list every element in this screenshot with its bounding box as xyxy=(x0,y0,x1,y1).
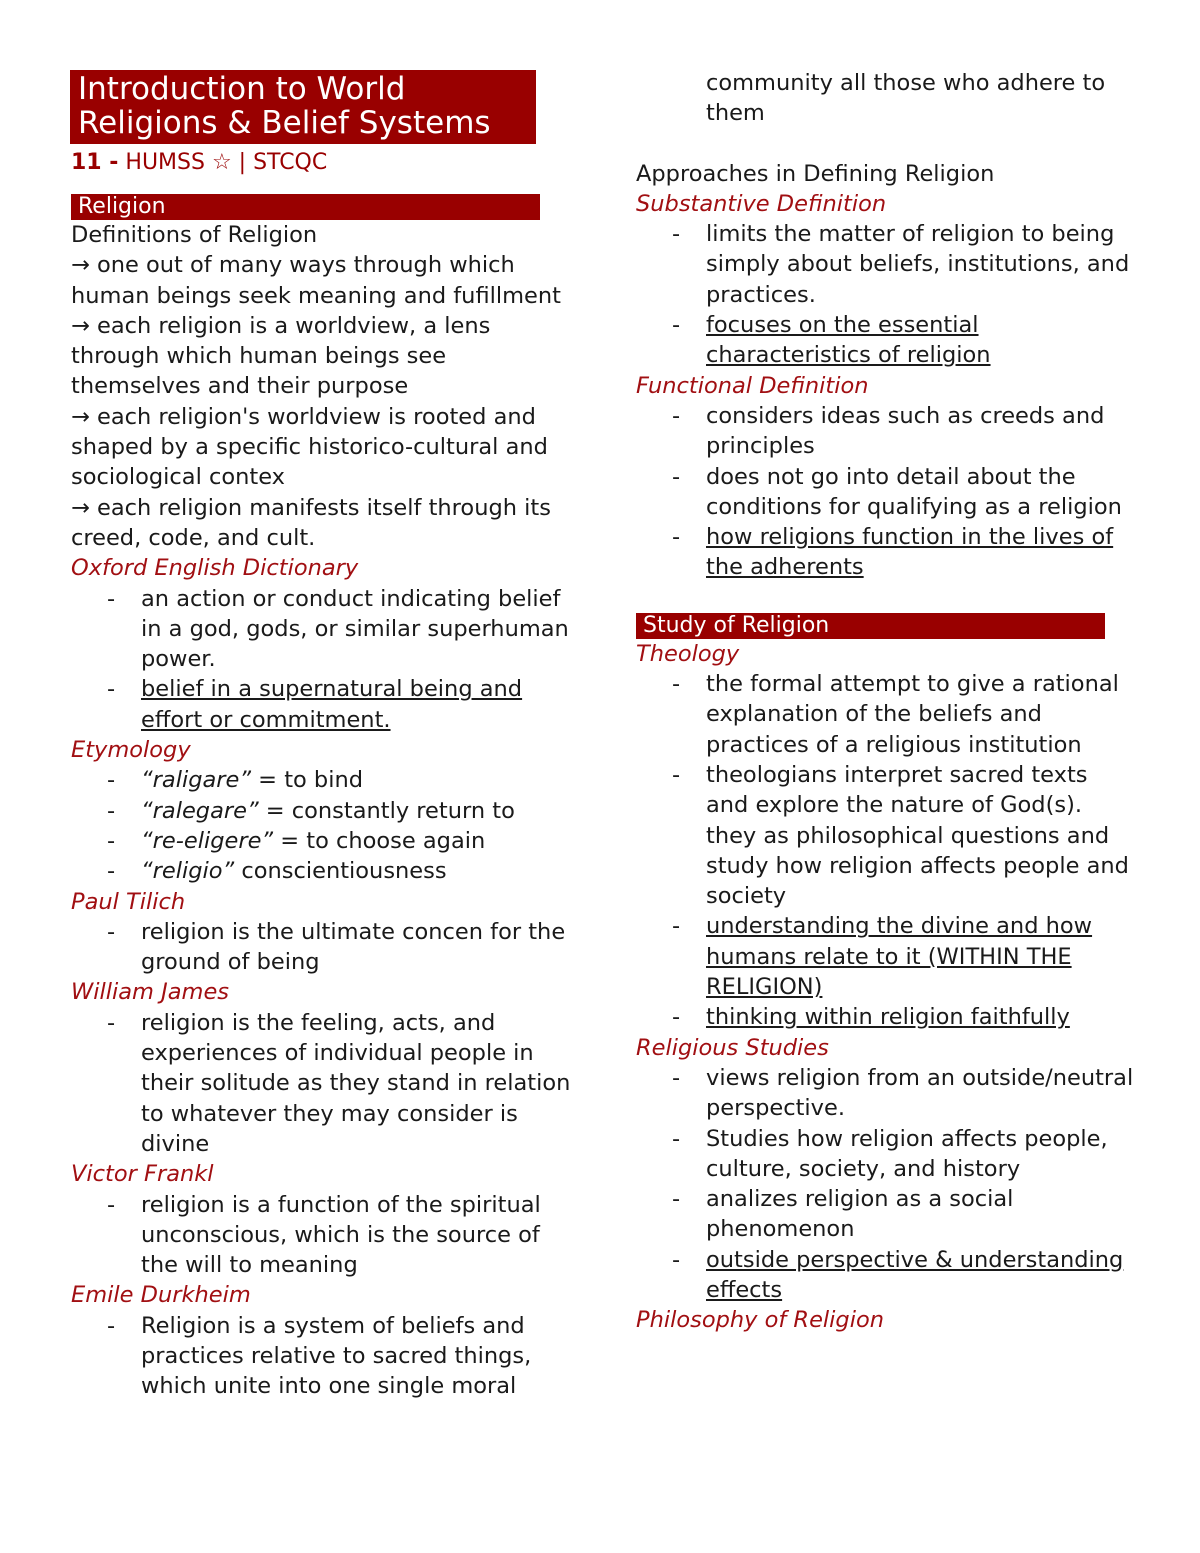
religious-studies-heading: Religious Studies xyxy=(636,1034,829,1061)
list-item: - belief in a supernatural being and effort or commitment. xyxy=(141,674,571,735)
functional-list xyxy=(636,401,1136,583)
definition-item: → each religion manifests itself through its creed, code, and cult. xyxy=(71,494,551,551)
list-item: - limits the matter of religion to being simply about beliefs, institutions, and practices. xyxy=(706,219,1136,310)
etymology-meaning: = constantly return to xyxy=(258,797,515,824)
list-item: - the formal attempt to give a rational explanation of the beliefs and practices of a religious institution xyxy=(706,669,1136,760)
list-item: - religion is a function of the spiritual unconscious, which is the source of the will to meaning xyxy=(141,1190,571,1281)
substantive-list xyxy=(636,219,1136,370)
section-religion-bar: Religion xyxy=(71,194,540,220)
etymology-word: “re-eligere” xyxy=(141,827,274,854)
etymology-word: “ralegare” xyxy=(141,797,259,824)
definitions-heading: Definitions of Religion xyxy=(71,222,318,248)
list-item: - analizes religion as a social phenomenon xyxy=(706,1184,1136,1245)
list-item: - Religion is a system of beliefs and practices relative to sacred things, which unite into one single moral xyxy=(141,1311,571,1402)
list-item: - an action or conduct indicating belief in a god, gods, or similar superhuman power. xyxy=(141,584,571,675)
list-item: - views religion from an outside/neutral perspective. xyxy=(706,1063,1136,1124)
list-item xyxy=(141,856,571,886)
james-heading: William James xyxy=(71,979,230,1006)
list-item: - thinking within religion faithfully xyxy=(706,1002,1136,1032)
etymology-meaning: = to bind xyxy=(251,767,364,794)
etymology-word: “religio” xyxy=(141,858,235,885)
etymology-meaning: conscientiousness xyxy=(234,858,447,885)
tilich-heading: Paul Tilich xyxy=(71,888,186,915)
etymology-list xyxy=(71,765,571,886)
document-title: Introduction to World Religions & Belief Systems xyxy=(70,70,536,144)
list-item: - how religions function in the lives of the adherents xyxy=(706,522,1136,583)
frankl-list xyxy=(71,1190,571,1281)
etymology-heading: Etymology xyxy=(71,737,191,764)
list-item: - religion is the ultimate concen for the ground of being xyxy=(141,917,571,978)
grade-label: 11 - xyxy=(71,150,119,175)
list-item: - focuses on the essential characteristics of religion xyxy=(706,310,1136,371)
list-item: - religion is the feeling, acts, and experiences of individual people in their solitude as they stand in relation to whatever they may consider is divine xyxy=(141,1008,571,1159)
theology-heading: Theology xyxy=(636,640,740,667)
strand-label: HUMSS ☆ | STCQC xyxy=(125,150,328,175)
right-column xyxy=(636,68,1136,1336)
list-item: - considers ideas such as creeds and principles xyxy=(706,401,1136,462)
list-item: - Studies how religion affects people, culture, society, and history xyxy=(706,1124,1136,1185)
definition-item: → one out of many ways through which human beings seek meaning and fufillment xyxy=(71,252,561,309)
james-list xyxy=(71,1008,571,1159)
etymology-meaning: = to choose again xyxy=(273,827,486,854)
approaches-heading: Approaches in Defining Religion xyxy=(636,160,995,187)
substantive-heading: Substantive Definition xyxy=(636,190,887,217)
frankl-heading: Victor Frankl xyxy=(71,1161,214,1188)
list-item: - does not go into detail about the conditions for qualifying as a religion xyxy=(706,462,1136,523)
durkheim-list xyxy=(71,1311,571,1402)
document-subtitle xyxy=(71,150,571,176)
list-item: - theologians interpret sacred texts and explore the nature of God(s). they as philosophical questions and study how religion affects people and society xyxy=(706,760,1136,911)
oxford-list xyxy=(71,584,571,735)
religious-studies-list xyxy=(636,1063,1136,1305)
tilich-list xyxy=(71,917,571,978)
list-item xyxy=(141,765,571,795)
list-item xyxy=(141,826,571,856)
list-item xyxy=(141,796,571,826)
philosophy-heading: Philosophy of Religion xyxy=(636,1307,884,1334)
definition-item: → each religion's worldview is rooted and shaped by a specific historico-cultural and sociological contex xyxy=(71,403,548,491)
list-item: - outside perspective & understanding effects xyxy=(706,1245,1136,1306)
continuation-text: community all those who adhere to them xyxy=(706,70,1106,127)
functional-heading: Functional Definition xyxy=(636,372,869,399)
section-study-bar: Study of Religion xyxy=(636,613,1105,639)
list-item: - understanding the divine and how humans relate to it (WITHIN THE RELIGION) xyxy=(706,911,1136,1002)
durkheim-heading: Emile Durkheim xyxy=(71,1282,251,1309)
definition-item: → each religion is a worldview, a lens through which human beings see themselves and their purpose xyxy=(71,312,491,400)
theology-list xyxy=(636,669,1136,1033)
etymology-word: “raligare” xyxy=(141,767,252,794)
left-column xyxy=(71,70,571,1402)
oxford-heading: Oxford English Dictionary xyxy=(71,555,359,582)
